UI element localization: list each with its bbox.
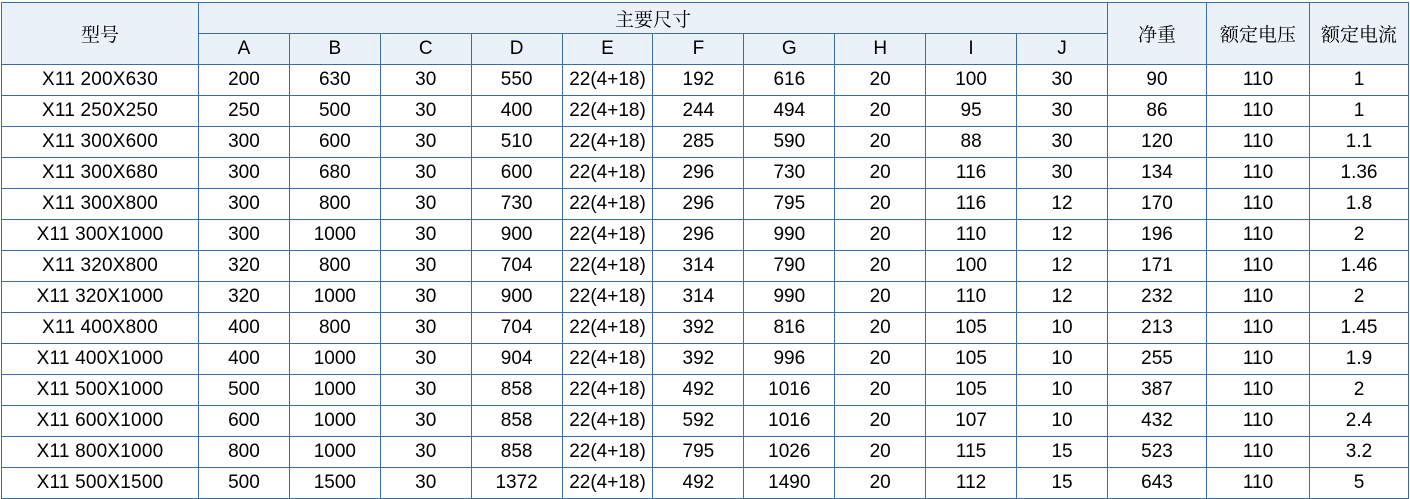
cell-f: 392 [653,344,744,375]
cell-i: 100 [926,65,1017,96]
cell-g: 996 [744,344,835,375]
cell-i: 112 [926,468,1017,499]
cell-rated-voltage: 110 [1207,437,1310,468]
cell-rated-current: 1.45 [1310,313,1409,344]
cell-j: 12 [1017,189,1108,220]
cell-a: 500 [199,375,290,406]
cell-net-weight: 432 [1108,406,1207,437]
cell-rated-current: 1.36 [1310,158,1409,189]
cell-b: 680 [289,158,380,189]
table-row [2,282,1409,313]
cell-b: 1000 [289,375,380,406]
cell-e: 22(4+18) [562,127,653,158]
cell-c: 30 [380,127,471,158]
cell-c: 30 [380,406,471,437]
cell-h: 20 [835,406,926,437]
cell-rated-current: 1 [1310,96,1409,127]
cell-b: 800 [289,313,380,344]
cell-j: 30 [1017,65,1108,96]
table-row [2,468,1409,499]
cell-i: 110 [926,282,1017,313]
cell-g: 790 [744,251,835,282]
cell-b: 800 [289,189,380,220]
cell-e: 22(4+18) [562,189,653,220]
cell-j: 10 [1017,375,1108,406]
cell-i: 105 [926,375,1017,406]
cell-d: 600 [471,158,562,189]
cell-rated-current: 3.2 [1310,437,1409,468]
cell-b: 600 [289,127,380,158]
cell-c: 30 [380,437,471,468]
cell-i: 88 [926,127,1017,158]
cell-rated-current: 1.8 [1310,189,1409,220]
cell-rated-current: 2.4 [1310,406,1409,437]
table-body [2,65,1409,499]
table-row [2,406,1409,437]
cell-net-weight: 120 [1108,127,1207,158]
table-row [2,375,1409,406]
cell-h: 20 [835,375,926,406]
column-header-a: A [199,34,290,65]
table-row [2,189,1409,220]
table-row [2,313,1409,344]
column-header-d: D [471,34,562,65]
cell-h: 20 [835,96,926,127]
cell-h: 20 [835,158,926,189]
cell-d: 900 [471,220,562,251]
cell-e: 22(4+18) [562,158,653,189]
cell-e: 22(4+18) [562,65,653,96]
column-header-main-dimensions: 主要尺寸 [199,3,1108,34]
column-header-i: I [926,34,1017,65]
cell-j: 12 [1017,220,1108,251]
cell-j: 10 [1017,406,1108,437]
cell-j: 30 [1017,96,1108,127]
cell-a: 400 [199,344,290,375]
table-row [2,220,1409,251]
cell-i: 107 [926,406,1017,437]
cell-model: X11 300X600 [2,127,199,158]
cell-g: 1016 [744,406,835,437]
cell-h: 20 [835,282,926,313]
cell-model: X11 320X1000 [2,282,199,313]
table-row [2,344,1409,375]
cell-g: 795 [744,189,835,220]
cell-b: 1000 [289,282,380,313]
cell-d: 704 [471,251,562,282]
cell-i: 100 [926,251,1017,282]
table-header [2,3,1409,65]
column-header-net-weight: 净重 [1108,3,1207,65]
cell-a: 200 [199,65,290,96]
cell-h: 20 [835,344,926,375]
column-header-rated-voltage: 额定电压 [1207,3,1310,65]
cell-c: 30 [380,375,471,406]
cell-e: 22(4+18) [562,220,653,251]
cell-rated-voltage: 110 [1207,220,1310,251]
cell-c: 30 [380,96,471,127]
cell-rated-current: 1.46 [1310,251,1409,282]
column-header-e: E [562,34,653,65]
cell-i: 116 [926,158,1017,189]
column-header-f: F [653,34,744,65]
cell-net-weight: 86 [1108,96,1207,127]
cell-b: 1000 [289,437,380,468]
cell-c: 30 [380,65,471,96]
cell-rated-voltage: 110 [1207,375,1310,406]
cell-rated-voltage: 110 [1207,189,1310,220]
cell-c: 30 [380,344,471,375]
cell-e: 22(4+18) [562,344,653,375]
cell-g: 730 [744,158,835,189]
cell-f: 192 [653,65,744,96]
cell-e: 22(4+18) [562,375,653,406]
cell-d: 858 [471,375,562,406]
cell-f: 314 [653,282,744,313]
cell-e: 22(4+18) [562,437,653,468]
cell-model: X11 800X1000 [2,437,199,468]
cell-e: 22(4+18) [562,468,653,499]
table-row [2,96,1409,127]
cell-net-weight: 255 [1108,344,1207,375]
cell-h: 20 [835,65,926,96]
cell-d: 900 [471,282,562,313]
cell-rated-voltage: 110 [1207,251,1310,282]
column-header-g: G [744,34,835,65]
column-header-b: B [289,34,380,65]
cell-g: 1026 [744,437,835,468]
cell-b: 1000 [289,406,380,437]
cell-f: 285 [653,127,744,158]
cell-h: 20 [835,127,926,158]
cell-rated-current: 2 [1310,375,1409,406]
cell-b: 1500 [289,468,380,499]
cell-j: 15 [1017,437,1108,468]
specification-table [1,2,1409,499]
cell-h: 20 [835,313,926,344]
cell-net-weight: 232 [1108,282,1207,313]
cell-h: 20 [835,189,926,220]
cell-rated-voltage: 110 [1207,468,1310,499]
cell-g: 494 [744,96,835,127]
cell-i: 105 [926,313,1017,344]
cell-rated-voltage: 110 [1207,406,1310,437]
cell-net-weight: 170 [1108,189,1207,220]
cell-model: X11 500X1500 [2,468,199,499]
cell-f: 296 [653,220,744,251]
cell-h: 20 [835,437,926,468]
cell-c: 30 [380,282,471,313]
cell-rated-current: 1.1 [1310,127,1409,158]
cell-a: 300 [199,220,290,251]
cell-i: 95 [926,96,1017,127]
cell-j: 12 [1017,282,1108,313]
cell-j: 10 [1017,344,1108,375]
cell-c: 30 [380,251,471,282]
cell-f: 392 [653,313,744,344]
cell-net-weight: 171 [1108,251,1207,282]
cell-model: X11 250X250 [2,96,199,127]
cell-e: 22(4+18) [562,406,653,437]
cell-d: 510 [471,127,562,158]
column-header-j: J [1017,34,1108,65]
cell-a: 500 [199,468,290,499]
cell-a: 800 [199,437,290,468]
cell-a: 600 [199,406,290,437]
cell-model: X11 300X800 [2,189,199,220]
column-header-c: C [380,34,471,65]
cell-a: 300 [199,189,290,220]
cell-rated-voltage: 110 [1207,127,1310,158]
cell-net-weight: 196 [1108,220,1207,251]
cell-f: 492 [653,375,744,406]
cell-g: 816 [744,313,835,344]
cell-g: 990 [744,220,835,251]
cell-a: 300 [199,127,290,158]
cell-a: 320 [199,251,290,282]
cell-rated-voltage: 110 [1207,65,1310,96]
cell-b: 800 [289,251,380,282]
cell-a: 300 [199,158,290,189]
cell-net-weight: 643 [1108,468,1207,499]
cell-j: 10 [1017,313,1108,344]
cell-i: 105 [926,344,1017,375]
cell-j: 12 [1017,251,1108,282]
cell-rated-current: 5 [1310,468,1409,499]
cell-net-weight: 134 [1108,158,1207,189]
cell-d: 858 [471,406,562,437]
cell-e: 22(4+18) [562,251,653,282]
cell-g: 990 [744,282,835,313]
cell-c: 30 [380,468,471,499]
cell-e: 22(4+18) [562,96,653,127]
cell-g: 616 [744,65,835,96]
cell-i: 116 [926,189,1017,220]
cell-rated-voltage: 110 [1207,344,1310,375]
cell-j: 30 [1017,127,1108,158]
cell-model: X11 300X1000 [2,220,199,251]
cell-f: 296 [653,189,744,220]
cell-b: 1000 [289,220,380,251]
cell-model: X11 320X800 [2,251,199,282]
table-row [2,65,1409,96]
cell-net-weight: 387 [1108,375,1207,406]
cell-net-weight: 90 [1108,65,1207,96]
cell-rated-voltage: 110 [1207,282,1310,313]
cell-c: 30 [380,313,471,344]
cell-rated-current: 1.9 [1310,344,1409,375]
cell-net-weight: 523 [1108,437,1207,468]
cell-d: 858 [471,437,562,468]
cell-f: 314 [653,251,744,282]
cell-f: 592 [653,406,744,437]
cell-model: X11 200X630 [2,65,199,96]
column-header-model: 型号 [2,3,199,65]
cell-net-weight: 213 [1108,313,1207,344]
cell-i: 115 [926,437,1017,468]
cell-f: 492 [653,468,744,499]
cell-b: 500 [289,96,380,127]
cell-d: 400 [471,96,562,127]
cell-rated-current: 1 [1310,65,1409,96]
cell-c: 30 [380,158,471,189]
cell-f: 795 [653,437,744,468]
cell-c: 30 [380,189,471,220]
cell-h: 20 [835,468,926,499]
cell-e: 22(4+18) [562,282,653,313]
cell-g: 590 [744,127,835,158]
cell-h: 20 [835,220,926,251]
cell-j: 15 [1017,468,1108,499]
table-row [2,127,1409,158]
cell-a: 250 [199,96,290,127]
cell-d: 550 [471,65,562,96]
cell-f: 244 [653,96,744,127]
cell-a: 320 [199,282,290,313]
cell-d: 904 [471,344,562,375]
cell-model: X11 500X1000 [2,375,199,406]
cell-g: 1490 [744,468,835,499]
cell-rated-voltage: 110 [1207,313,1310,344]
table-row [2,437,1409,468]
cell-j: 30 [1017,158,1108,189]
cell-rated-voltage: 110 [1207,158,1310,189]
column-header-h: H [835,34,926,65]
cell-rated-voltage: 110 [1207,96,1310,127]
cell-rated-current: 2 [1310,220,1409,251]
cell-d: 704 [471,313,562,344]
cell-i: 110 [926,220,1017,251]
cell-model: X11 300X680 [2,158,199,189]
table-row [2,251,1409,282]
cell-b: 1000 [289,344,380,375]
cell-d: 730 [471,189,562,220]
cell-h: 20 [835,251,926,282]
cell-model: X11 600X1000 [2,406,199,437]
cell-c: 30 [380,220,471,251]
table-row [2,158,1409,189]
cell-model: X11 400X800 [2,313,199,344]
cell-b: 630 [289,65,380,96]
column-header-rated-current: 额定电流 [1310,3,1409,65]
cell-f: 296 [653,158,744,189]
cell-model: X11 400X1000 [2,344,199,375]
cell-rated-current: 2 [1310,282,1409,313]
cell-d: 1372 [471,468,562,499]
cell-a: 400 [199,313,290,344]
cell-e: 22(4+18) [562,313,653,344]
header-row-top [2,3,1409,34]
cell-g: 1016 [744,375,835,406]
